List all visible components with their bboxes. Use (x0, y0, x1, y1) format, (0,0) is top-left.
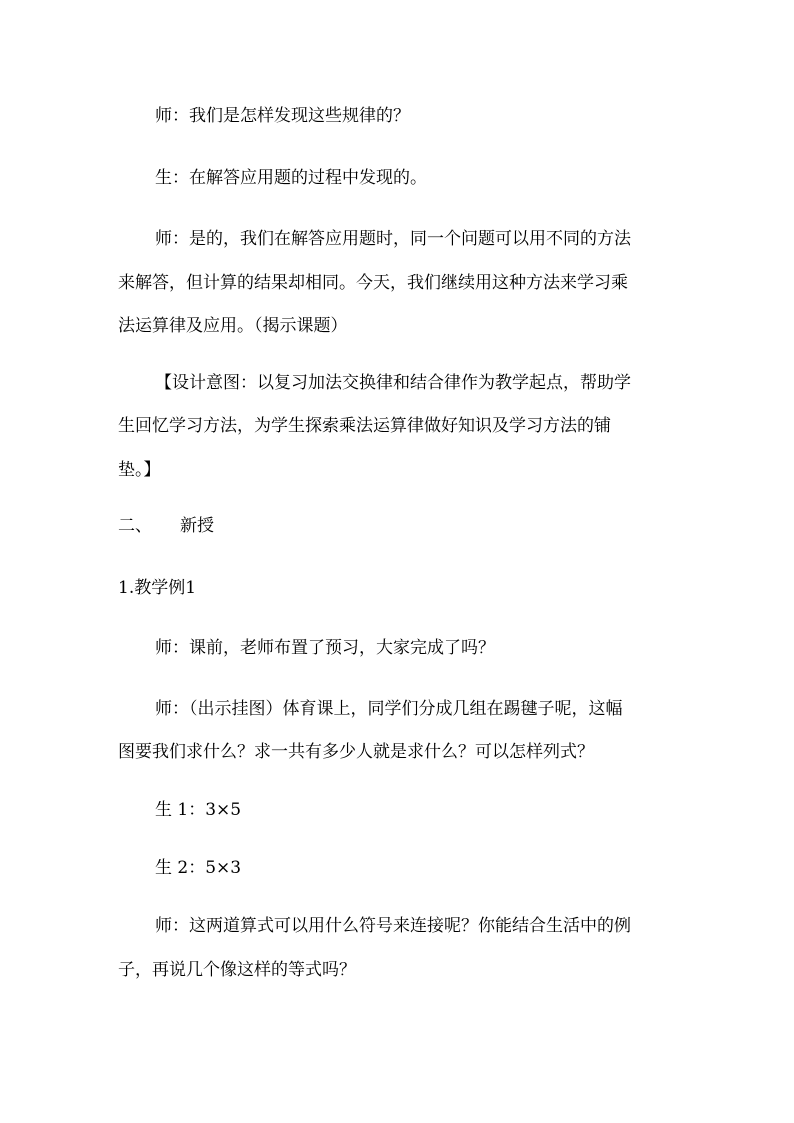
paragraph-teacher-preview: 师：课前，老师布置了预习，大家完成了吗？ (155, 638, 495, 658)
design-intent-line-2: 生回忆学习方法，为学生探索乘法运算律做好知识及学习方法的铺 (118, 416, 611, 436)
paragraph-teacher-picture-line-1: 师：（出示挂图）体育课上，同学们分成几组在踢毽子呢，这幅 (155, 699, 623, 719)
design-intent-line-1: 【设计意图：以复习加法交换律和结合律作为教学起点，帮助学 (155, 373, 631, 393)
section-heading-title: 新授 (180, 516, 214, 536)
subsection-heading: 1.教学例1 (118, 578, 197, 598)
paragraph-teacher-question: 师：我们是怎样发现这些规律的？ (155, 106, 410, 126)
paragraph-teacher-line-1: 师：是的，我们在解答应用题时，同一个问题可以用不同的方法 (155, 229, 631, 249)
design-intent-line-3: 垫。】 (118, 460, 161, 480)
paragraph-teacher-line-2: 来解答，但计算的结果却相同。今天，我们继续用这种方法来学习乘 (118, 273, 628, 293)
paragraph-teacher-picture-line-2: 图要我们求什么？求一共有多少人就是求什么？可以怎样列式？ (118, 742, 594, 762)
paragraph-student-answer: 生：在解答应用题的过程中发现的。 (155, 168, 427, 188)
paragraph-student-1: 生 1：3×5 (155, 800, 242, 820)
paragraph-teacher-line-3: 法运算律及应用。（揭示课题） (118, 316, 348, 336)
paragraph-teacher-equation-line-2: 子，再说几个像这样的等式吗？ (118, 960, 356, 980)
paragraph-teacher-equation-line-1: 师：这两道算式可以用什么符号来连接呢？你能结合生活中的例 (155, 916, 631, 936)
paragraph-student-2: 生 2：5×3 (155, 858, 242, 878)
section-heading-number: 二、 (118, 516, 152, 536)
